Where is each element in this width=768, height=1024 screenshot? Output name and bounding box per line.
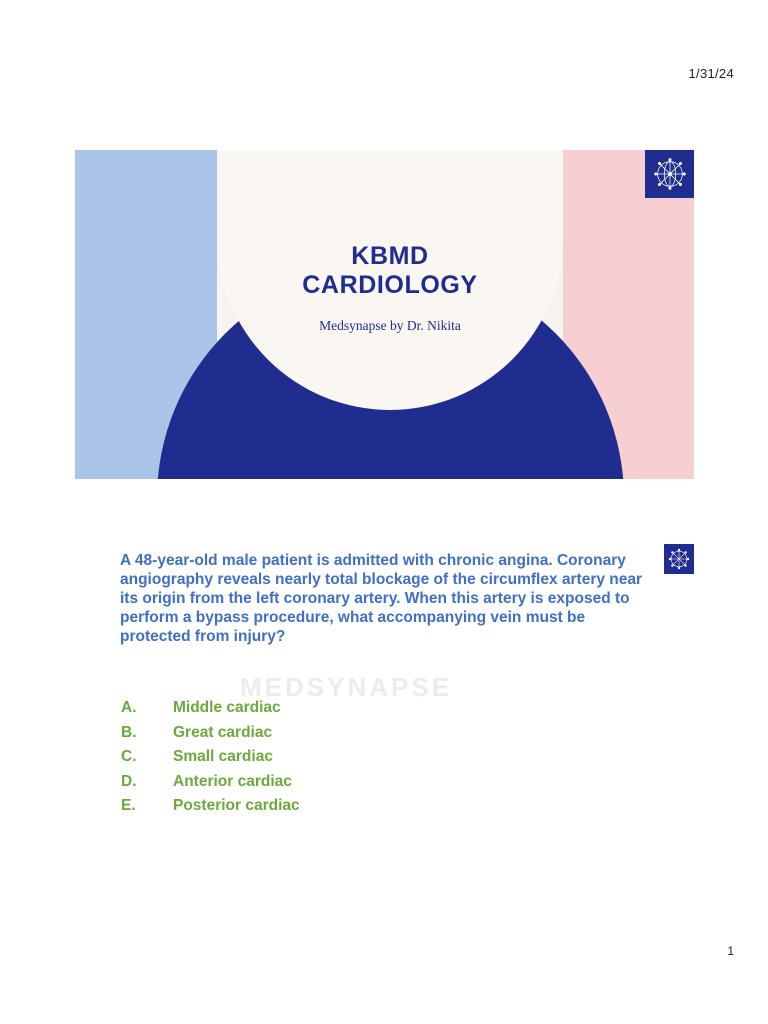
option-b: [121, 721, 300, 746]
option-letter: A.: [121, 699, 137, 717]
slide-title: [217, 242, 563, 300]
watermark: MEDSYNAPSE: [240, 672, 453, 702]
network-globe-icon: [651, 155, 689, 193]
option-letter: C.: [121, 748, 137, 766]
answer-options: [121, 696, 300, 819]
option-e: [121, 794, 300, 819]
page-date: 1/31/24: [688, 66, 734, 81]
option-text: Anterior cardiac: [173, 772, 292, 790]
medsynapse-logo: [645, 150, 694, 198]
question-text: A 48-year-old male patient is admitted with chronic angina. Coronary angiography reveals nearly total blockage of the circumflex artery near its origin from the left coronary artery. When this artery is exposed to perform a bypass procedure, what accompanying vein must be protected from injury?: [120, 552, 643, 645]
medsynapse-logo-small: [664, 544, 694, 574]
option-letter: D.: [121, 772, 137, 790]
option-text: Small cardiac: [173, 748, 273, 766]
option-d: [121, 770, 300, 795]
option-letter: E.: [121, 797, 136, 815]
option-a: [121, 696, 300, 721]
title-line-2: CARDIOLOGY: [302, 271, 478, 299]
option-letter: B.: [121, 723, 137, 741]
slide-subtitle: Medsynapse by Dr. Nikita: [319, 318, 461, 333]
network-globe-icon: [667, 547, 691, 571]
option-text: Posterior cardiac: [173, 797, 300, 815]
option-text: Middle cardiac: [173, 699, 281, 717]
option-c: [121, 745, 300, 770]
title-line-1: KBMD: [351, 242, 429, 270]
title-slide: [75, 150, 694, 479]
page-number: 1: [727, 944, 734, 958]
option-text: Great cardiac: [173, 723, 273, 741]
